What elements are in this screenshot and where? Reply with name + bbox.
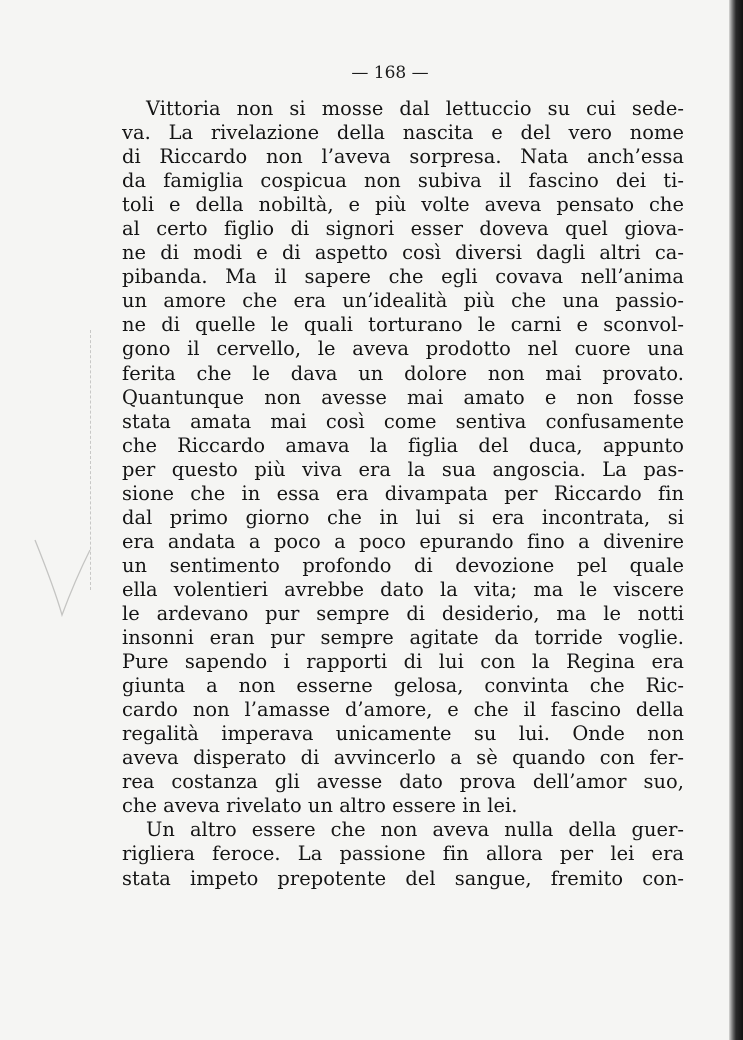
text-line: rea costanza gli avesse dato prova dell’amor suo, xyxy=(122,770,684,794)
text-line: toli e della nobiltà, e più volte aveva pensato che xyxy=(122,193,684,217)
text-line: dal primo giorno che in lui si era incontrata, si xyxy=(122,505,684,529)
text-line: va. La rivelazione della nascita e del vero nome xyxy=(122,121,684,145)
text-line: di Riccardo non l’aveva sorpresa. Nata anch’essa xyxy=(122,145,684,169)
text-line: insonni eran pur sempre agitate da torride voglie. xyxy=(122,626,684,650)
text-line: aveva disperato di avvincerlo a sè quando con fer- xyxy=(122,746,684,770)
text-line: stata amata mai così come sentiva confusamente xyxy=(122,409,684,433)
page-number: — 168 — xyxy=(351,63,429,83)
text-line: pibanda. Ma il sapere che egli covava nell’anima xyxy=(122,265,684,289)
pencil-arrow-mark xyxy=(30,520,100,630)
text-line: le ardevano pur sempre di desiderio, ma le notti xyxy=(122,601,684,625)
text-line: che Riccardo amava la figlia del duca, appunto xyxy=(122,433,684,457)
text-line: era andata a poco a poco epurando fino a divenire xyxy=(122,529,684,553)
text-line: Un altro essere che non aveva nulla della guer- xyxy=(146,818,684,842)
text-line: per questo più viva era la sua angoscia. La pas- xyxy=(122,457,684,481)
text-line: Vittoria non si mosse dal lettuccio su cui sede- xyxy=(146,97,684,120)
text-line: sione che in essa era divampata per Riccardo fin xyxy=(122,481,684,505)
text-line: rigliera feroce. La passione fin allora per lei era xyxy=(122,842,684,866)
text-line: al certo figlio di signori esser doveva quel giova- xyxy=(122,217,684,241)
page-binding-edge xyxy=(729,0,743,1040)
text-line: un sentimento profondo di devozione pel quale xyxy=(122,553,684,577)
text-line: che aveva rivelato un altro essere in lei. xyxy=(122,794,518,818)
text-line: stata impeto prepotente del sangue, fremito con- xyxy=(122,866,684,890)
text-line: giunta a non esserne gelosa, convinta che Ric- xyxy=(122,674,684,698)
text-line: Quantunque non avesse mai amato e non fosse xyxy=(122,385,684,409)
text-line: cardo non l’amasse d’amore, e che il fascino della xyxy=(122,698,684,722)
body-text xyxy=(122,97,684,891)
text-line: ferita che le dava un dolore non mai provato. xyxy=(122,361,684,385)
text-line: Pure sapendo i rapporti di lui con la Regina era xyxy=(122,650,684,674)
text-line: ella volentieri avrebbe dato la vita; ma le viscere xyxy=(122,577,684,601)
text-line: un amore che era un’idealità più che una passio- xyxy=(122,289,684,313)
text-line: gono il cervello, le aveva prodotto nel cuore una xyxy=(122,337,684,361)
text-line: da famiglia cospicua non subiva il fascino dei ti- xyxy=(122,169,684,193)
text-line: ne di quelle le quali torturano le carni e sconvol- xyxy=(122,313,684,337)
text-line: regalità imperava unicamente su lui. Onde non xyxy=(122,722,684,746)
text-line: ne di modi e di aspetto così diversi dagli altri ca- xyxy=(122,241,684,265)
